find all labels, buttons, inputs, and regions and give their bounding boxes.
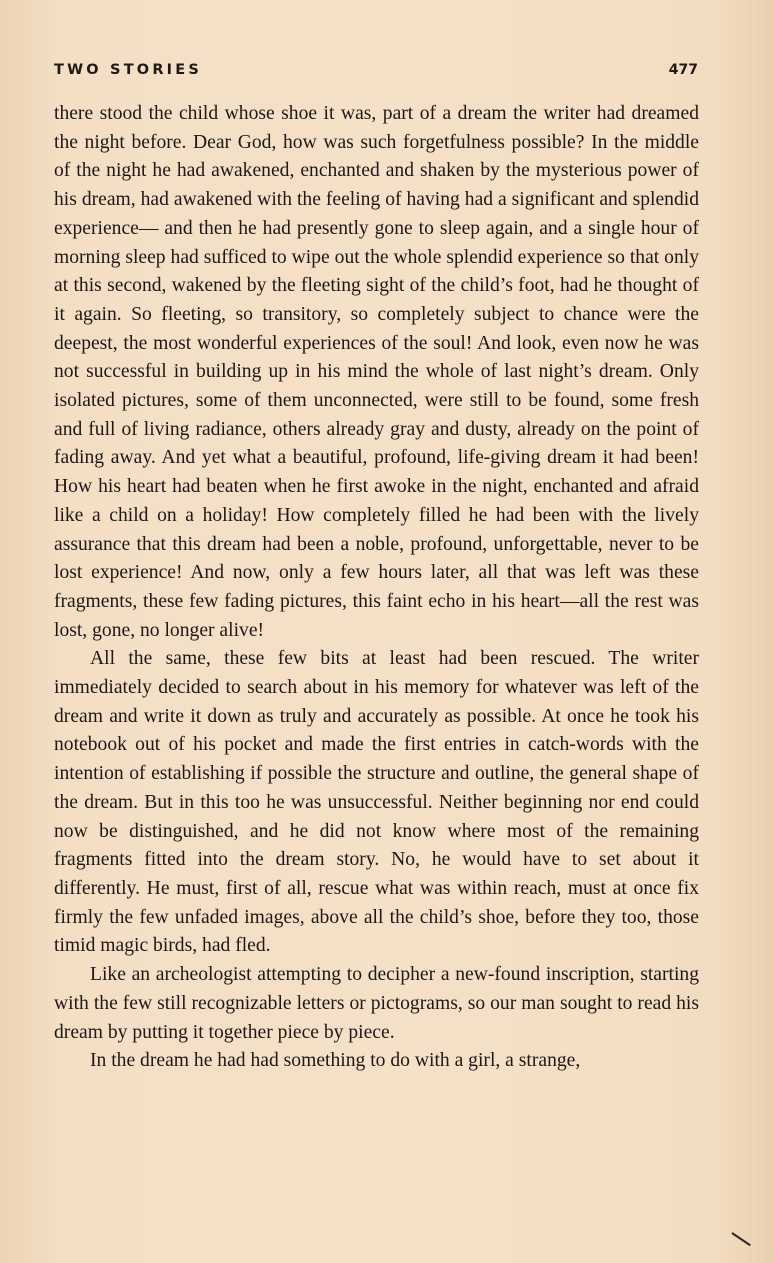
page-header — [54, 62, 698, 84]
body-text — [54, 100, 699, 1076]
page-number: 477 — [668, 62, 698, 78]
pencil-mark — [731, 1232, 750, 1246]
running-head: TWO STORIES — [54, 62, 203, 78]
paragraph-2: All the same, these few bits at least had been rescued. The writer immediately decided to search about in his memory for whatever was left of the dream and write it down as truly and accurately as possible. At once he took his notebook out of his pocket and made the first entries in catch-words with the intention of establishing if possible the structure and outline, the general shape of the dream. But in this too he was unsuccessful. Neither beginning nor end could now be distinguished, and he did not know where most of the remaining fragments fitted into the dream story. No, he would have to set about it differently. He must, first of all, rescue what was within reach, must at once fix firmly the few unfaded images, above all the child’s shoe, before they too, those timid magic birds, had fled. — [54, 648, 699, 957]
paragraph-1: there stood the child whose shoe it was, part of a dream the writer had dreamed the night before. Dear God, how was such forgetfulness possible? In the middle of the night he had awakened, enchanted and shaken by the mysterious power of his dream, had awakened with the feeling of having had a significant and splendid experience— and then he had presently gone to sleep again, and a single hour of morning sleep had sufficed to wipe out the whole splendid experience so that only at this second, wakened by the fleeting sight of the child’s foot, had he thought of it again. So fleeting, so transitory, so completely subject to chance were the deepest, the most wonderful experiences of the soul! And look, even now he was not successful in building up in his mind the whole of last night’s dream. Only isolated pictures, some of them unconnected, were still to be found, some fresh and full of living radiance, others already gray and dusty, already on the point of fading away. And yet what a beautiful, profound, life-giving dream it had been! How his heart had beaten when he first awoke in the night, enchanted and afraid like a child on a holiday! How completely filled he had been with the lively assurance that this dream had been a noble, profound, unforgettable, never to be lost experience! And now, only a few hours later, all that was left was these fragments, these few fading pictures, this faint echo in his heart—all the rest was lost, gone, no longer alive! — [54, 103, 699, 641]
paragraph-3: Like an archeologist attempting to decipher a new-found inscription, starting with the few still recognizable letters or pictograms, so our man sought to read his dream by putting it together piece by piece. — [54, 964, 699, 1043]
paragraph-4: In the dream he had had something to do with a girl, a strange, — [90, 1050, 581, 1072]
